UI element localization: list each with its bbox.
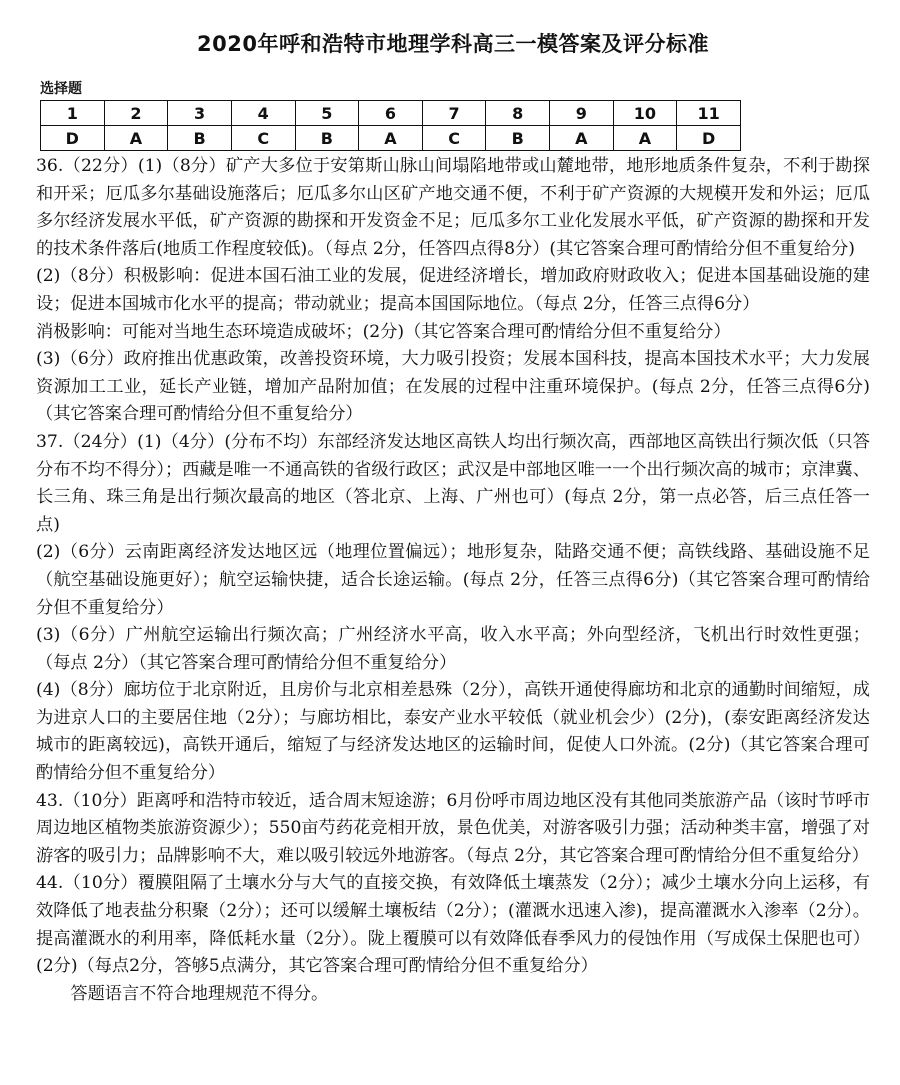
question-number: 2 <box>104 101 168 126</box>
question-number: 10 <box>613 101 677 126</box>
answer-letter: B <box>295 126 359 151</box>
answer-q36-part3: (3)（6分）政府推出优惠政策，改善投资环境，大力吸引投资；发展本国科技，提高本国技术水平；大力发展资源加工工业，延长产业链，增加产品附加值；在发展的过程中注重环境保护。(每点 2分，任答三点得6分)（其它答案合理可酌情给分但不重复给分） <box>36 349 870 425</box>
answer-q37-part4: (4)（8分）廊坊位于北京附近，且房价与北京相差悬殊（2分），高铁开通使得廊坊和北京的通勤时间缩短，成为进京人口的主要居住地（2分）；与廊坊相比，泰安产业水平较低（就业机会少）(2分)，(泰安距离经济发达城市的距离较远)，高铁开通后，缩短了与经济发达地区的运输时间，促使人口外流。(2分)（其它答案合理可酌情给分但不重复给分） <box>36 680 870 784</box>
answer-q37-part2: (2)（6分）云南距离经济发达地区远（地理位置偏远）；地形复杂，陆路交通不便；高铁线路、基础设施不足（航空基础设施更好）；航空运输快捷，适合长途运输。(每点 2分，任答三点得6分)（其它答案合理可酌情给分但不重复给分） <box>36 542 870 618</box>
answer-q36-part1: 36.（22分）(1)（8分）矿产大多位于安第斯山脉山间塌陷地带或山麓地带，地形地质条件复杂，不利于勘探和开采；厄瓜多尔基础设施落后；厄瓜多尔山区矿产地交通不便，不利于矿产资源的大规模开发和外运；厄瓜多尔经济发展水平低，矿产资源的勘探和开发资金不足；厄瓜多尔工业化发展水平低，矿产资源的勘探和开发的技术条件落后(地质工作程度较低)。（每点 2分，任答四点得8分）(其它答案合理可酌情给分但不重复给分) <box>36 156 870 259</box>
answer-letter: A <box>613 126 677 151</box>
language-note: 答题语言不符合地理规范不得分。 <box>70 983 329 1004</box>
answer-q44: 44.（10分）覆膜阻隔了土壤水分与大气的直接交换，有效降低土壤蒸发（2分）；减少土壤水分向上运移，有效降低了地表盐分积聚（2分）；还可以缓解土壤板结（2分）；(灌溉水迅速入渗)，提高灌溉水入渗率（2分）。提高灌溉水的利用率，降低耗水量（2分）。陇上覆膜可以有效降低春季风力的侵蚀作用（写成保土保肥也可）(2分)（每点2分，答够5点满分，其它答案合理可酌情给分但不重复给分） <box>36 873 870 977</box>
question-number: 7 <box>422 101 486 126</box>
answer-letter: A <box>104 126 168 151</box>
answer-letter: D <box>677 126 741 151</box>
question-number: 9 <box>550 101 614 126</box>
answer-letter-row <box>41 126 741 151</box>
question-number: 5 <box>295 101 359 126</box>
choice-section-label: 选择题 <box>40 81 82 97</box>
answer-q37-part1: 37.（24分）(1)（4分）(分布不均）东部经济发达地区高铁人均出行频次高，西部地区高铁出行频次低（只答分布不均不得分）；西藏是唯一不通高铁的省级行政区；武汉是中部地区唯一一个出行频次高的城市；京津冀、长三角、珠三角是出行频次最高的地区（答北京、上海、广州也可）(每点 2分，第一点必答，后三点任答一点) <box>36 431 870 535</box>
answer-letter: C <box>422 126 486 151</box>
question-number: 6 <box>359 101 423 126</box>
answer-letter: D <box>41 126 105 151</box>
question-number: 1 <box>41 101 105 126</box>
answer-letter: A <box>550 126 614 151</box>
question-number-row <box>41 101 741 126</box>
question-number: 8 <box>486 101 550 126</box>
choice-answer-table <box>40 100 741 151</box>
answer-letter: B <box>168 126 232 151</box>
answer-q43: 43.（10分）距离呼和浩特市较近，适合周末短途游；6月份呼市周边地区没有其他同类旅游产品（该时节呼市周边地区植物类旅游资源少）；550亩芍药花竞相开放，景色优美，对游客吸引力强；活动种类丰富，增强了对游客的吸引力；品牌影响不大，难以吸引较远外地游客。（每点 2分，其它答案合理可酌情给分但不重复给分） <box>36 790 870 866</box>
question-number: 4 <box>231 101 295 126</box>
answer-q36-part2: (2)（8分）积极影响：促进本国石油工业的发展，促进经济增长，增加政府财政收入；促进本国基础设施的建设；促进本国城市化水平的提高；带动就业；提高本国国际地位。（每点 2分，任答三点得6分） <box>36 266 870 314</box>
answer-letter: A <box>359 126 423 151</box>
answer-letter: C <box>231 126 295 151</box>
page-title: 2020年呼和浩特市地理学科高三一模答案及评分标准 <box>197 32 709 56</box>
answer-q36-part2-negative: 消极影响：可能对当地生态环境造成破坏；(2分)（其它答案合理可酌情给分但不重复给分） <box>36 321 731 342</box>
question-number: 3 <box>168 101 232 126</box>
answer-q37-part3: (3)（6分）广州航空运输出行频次高；广州经济水平高，收入水平高；外向型经济，飞机出行时效性更强；（每点 2分）（其它答案合理可酌情给分但不重复给分） <box>36 625 870 673</box>
answer-letter: B <box>486 126 550 151</box>
answer-body <box>36 153 870 1008</box>
question-number: 11 <box>677 101 741 126</box>
